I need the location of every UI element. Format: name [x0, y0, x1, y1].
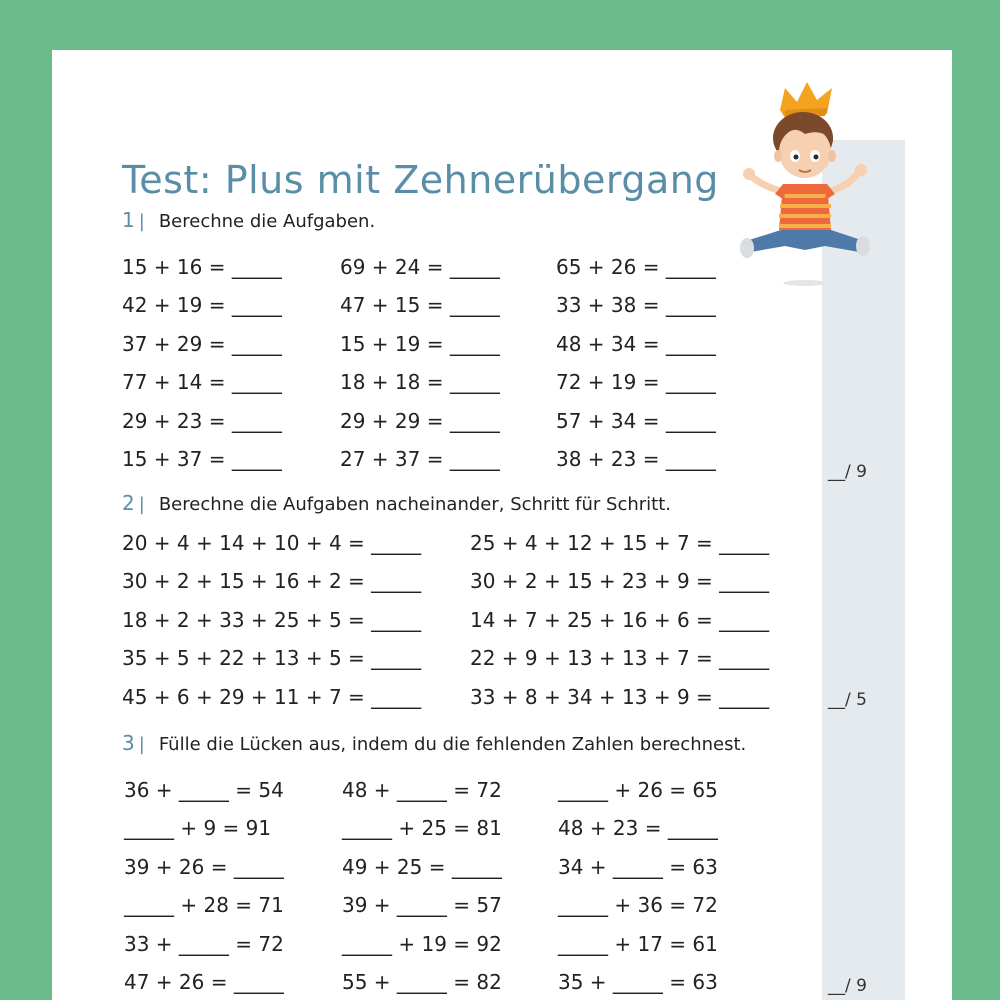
exercise: 18 + 2 + 33 + 25 + 5 = _____	[122, 608, 422, 632]
exercise: 18 + 18 = _____	[340, 370, 500, 394]
exercise: 47 + 26 = _____	[124, 970, 284, 994]
exercise: 35 + 5 + 22 + 13 + 5 = _____	[122, 646, 422, 670]
task-separator: |	[138, 734, 145, 755]
exercise: 22 + 9 + 13 + 13 + 7 = _____	[470, 646, 770, 670]
exercise: 42 + 19 = _____	[122, 293, 282, 317]
exercise: 25 + 4 + 12 + 15 + 7 = _____	[470, 531, 770, 555]
task-separator: |	[138, 494, 145, 515]
exercise: 48 + _____ = 72	[342, 778, 502, 802]
exercise: 33 + _____ = 72	[124, 932, 284, 956]
exercise: 55 + _____ = 82	[342, 970, 502, 994]
exercise: _____ + 19 = 92	[342, 932, 502, 956]
task-number: 1	[122, 208, 135, 232]
exercise: 38 + 23 = _____	[556, 447, 716, 471]
exercise: 35 + _____ = 63	[558, 970, 718, 994]
task-text: Berechne die Aufgaben nacheinander, Schritt für Schritt.	[158, 494, 672, 515]
exercise: 29 + 29 = _____	[340, 409, 500, 433]
exercise: _____ + 17 = 61	[558, 932, 718, 956]
page-title: Test: Plus mit Zehnerübergang	[122, 158, 719, 202]
exercise: 72 + 19 = _____	[556, 370, 716, 394]
exercise: 27 + 37 = _____	[340, 447, 500, 471]
exercise: 65 + 26 = _____	[556, 255, 716, 279]
task-number: 2	[122, 491, 135, 515]
exercise: 33 + 8 + 34 + 13 + 9 = _____	[470, 685, 770, 709]
exercise: _____ + 25 = 81	[342, 816, 502, 840]
exercise: 57 + 34 = _____	[556, 409, 716, 433]
exercise: 45 + 6 + 29 + 11 + 7 = _____	[122, 685, 422, 709]
exercise: 14 + 7 + 25 + 16 + 6 = _____	[470, 608, 770, 632]
task-number: 3	[122, 731, 135, 755]
exercise: 33 + 38 = _____	[556, 293, 716, 317]
exercise: 49 + 25 = _____	[342, 855, 502, 879]
task-separator: |	[138, 211, 145, 232]
exercise: _____ + 26 = 65	[558, 778, 718, 802]
boy-with-crown-illustration	[735, 80, 875, 290]
task-text: Berechne die Aufgaben.	[158, 211, 376, 232]
exercise: 48 + 34 = _____	[556, 332, 716, 356]
exercise: 69 + 24 = _____	[340, 255, 500, 279]
exercise: 34 + _____ = 63	[558, 855, 718, 879]
score-task-1: __/ 9	[828, 462, 867, 482]
exercise: 39 + _____ = 57	[342, 893, 502, 917]
exercise: _____ + 36 = 72	[558, 893, 718, 917]
task-2-instruction	[122, 491, 671, 515]
exercise: 29 + 23 = _____	[122, 409, 282, 433]
exercise: 15 + 19 = _____	[340, 332, 500, 356]
exercise: 47 + 15 = _____	[340, 293, 500, 317]
exercise: 77 + 14 = _____	[122, 370, 282, 394]
exercise: 30 + 2 + 15 + 23 + 9 = _____	[470, 569, 770, 593]
exercise: 48 + 23 = _____	[558, 816, 718, 840]
score-task-2: __/ 5	[828, 690, 867, 710]
worksheet	[52, 50, 952, 1000]
task-3-instruction	[122, 731, 746, 755]
score-task-3: __/ 9	[828, 976, 867, 996]
exercise: 15 + 37 = _____	[122, 447, 282, 471]
exercise: 15 + 16 = _____	[122, 255, 282, 279]
exercise: 39 + 26 = _____	[124, 855, 284, 879]
exercise: _____ + 28 = 71	[124, 893, 284, 917]
exercise: 37 + 29 = _____	[122, 332, 282, 356]
task-1-instruction	[122, 208, 375, 232]
exercise: 30 + 2 + 15 + 16 + 2 = _____	[122, 569, 422, 593]
exercise: _____ + 9 = 91	[124, 816, 272, 840]
exercise: 36 + _____ = 54	[124, 778, 284, 802]
task-text: Fülle die Lücken aus, indem du die fehlenden Zahlen berechnest.	[158, 734, 747, 755]
exercise: 20 + 4 + 14 + 10 + 4 = _____	[122, 531, 422, 555]
